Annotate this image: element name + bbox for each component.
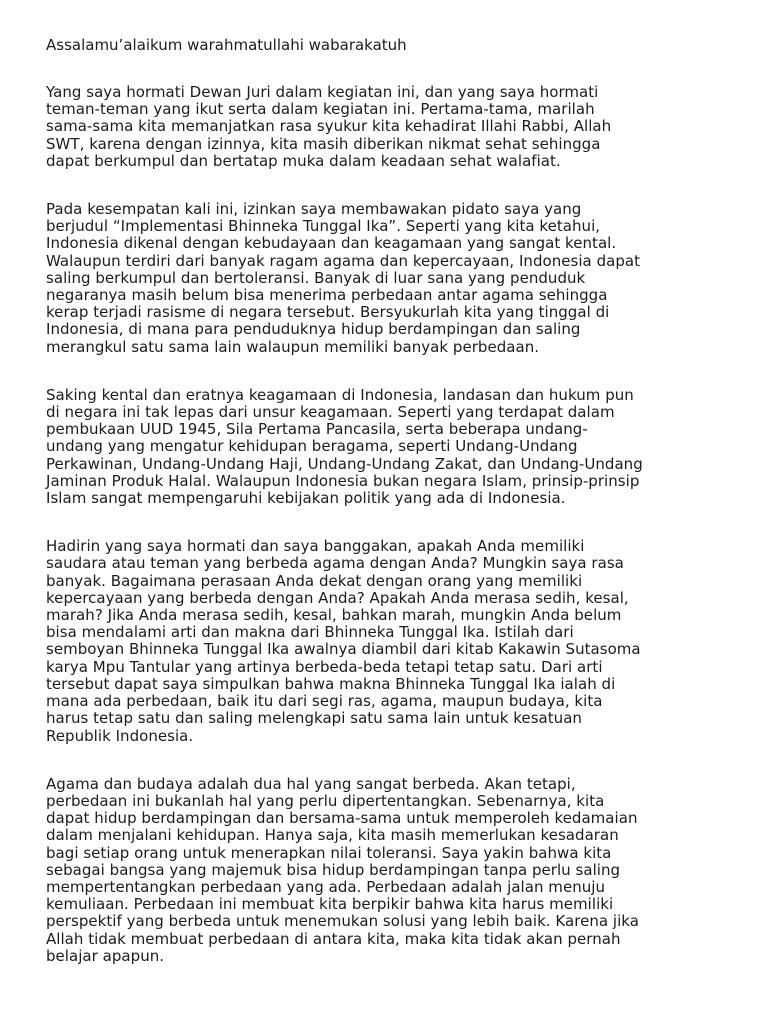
text-line: sama-sama kita memanjatkan rasa syukur kita kehadirat Illahi Rabbi, Allah bbox=[46, 117, 612, 136]
text-line: di negara ini tak lepas dari unsur keagamaan. Seperti yang terdapat dalam bbox=[46, 403, 615, 422]
text-line: belajar apapun. bbox=[46, 946, 165, 965]
text-line: Jaminan Produk Halal. Walaupun Indonesia bukan negara Islam, prinsip-prinsip bbox=[46, 471, 640, 490]
text-line: banyak. Bagaimana perasaan Anda dekat dengan orang yang memiliki bbox=[46, 571, 583, 590]
text-line: semboyan Bhinneka Tunggal Ika awalnya diambil dari kitab Kakawin Sutasoma bbox=[46, 640, 641, 659]
text-line: sebagai bangsa yang majemuk bisa hidup berdampingan tanpa perlu saling bbox=[46, 860, 621, 879]
text-line: Saking kental dan eratnya keagamaan di Indonesia, landasan dan hukum pun bbox=[46, 385, 634, 404]
text-line: karya Mpu Tantular yang artinya berbeda-beda tetapi tetap satu. Dari arti bbox=[46, 657, 603, 676]
text-line: negaranya masih belum bisa menerima perbedaan antar agama sehingga bbox=[46, 286, 608, 305]
text-line: mana ada perbedaan, baik itu dari segi ras, agama, maupun budaya, kita bbox=[46, 692, 603, 711]
text-line: Yang saya hormati Dewan Juri dalam kegiatan ini, dan yang saya hormati bbox=[46, 83, 599, 101]
text-line: Indonesia dikenal dengan kebudayaan dan keagamaan yang sangat kental. bbox=[46, 234, 617, 253]
text-line: dapat hidup berdampingan dan bersama-sama untuk memperoleh kedamaian bbox=[46, 809, 638, 828]
text-line: undang yang mengatur kehidupan beragama, seperti Undang-Undang bbox=[46, 437, 578, 456]
document-page bbox=[46, 36, 728, 996]
text-line: pembukaan UUD 1945, Sila Pertama Pancasila, serta beberapa undang- bbox=[46, 420, 588, 439]
text-line: Agama dan budaya adalah dua hal yang sangat berbeda. Akan tetapi, bbox=[46, 774, 576, 793]
text-line: marah? Jika Anda merasa sedih, kesal, bahkan marah, mungkin Anda belum bbox=[46, 606, 622, 625]
text-line: perspektif yang berbeda untuk menemukan solusi yang lebih baik. Karena jika bbox=[46, 912, 639, 931]
text-line: Walaupun terdiri dari banyak ragam agama dan kepercayaan, Indonesia dapat bbox=[46, 251, 641, 270]
text-line: tersebut dapat saya simpulkan bahwa makna Bhinneka Tunggal Ika ialah di bbox=[46, 674, 616, 693]
text-line: Hadirin yang saya hormati dan saya banggakan, apakah Anda memiliki bbox=[46, 537, 585, 556]
text-line: kepercayaan yang berbeda dengan Anda? Apakah Anda merasa sedih, kesal, bbox=[46, 588, 629, 607]
paragraph-religion-law bbox=[46, 387, 728, 507]
text-line: bisa mendalami arti dan makna dari Bhinneka Tunggal Ika. Istilah dari bbox=[46, 623, 574, 642]
text-line: kerap terjadi rasisme di negara tersebut. Bersyukurlah kita yang tinggal di bbox=[46, 303, 610, 322]
text-line: teman-teman yang ikut serta dalam kegiatan ini. Pertama-tama, marilah bbox=[46, 100, 595, 119]
text-line: Perkawinan, Undang-Undang Haji, Undang-Undang Zakat, dan Undang-Undang bbox=[46, 454, 643, 473]
paragraph-closing bbox=[46, 776, 728, 965]
text-line: saling berkumpul dan bertoleransi. Banyak di luar sana yang penduduk bbox=[46, 268, 586, 287]
text-line: merangkul satu sama lain walaupun memiliki banyak perbedaan. bbox=[46, 337, 540, 356]
paragraph-bhinneka-meaning bbox=[46, 538, 728, 744]
text-line: Islam sangat mempengaruhi kebijakan politik yang ada di Indonesia. bbox=[46, 489, 566, 508]
text-line: kemuliaan. Perbedaan ini membuat kita berpikir bahwa kita harus memiliki bbox=[46, 895, 614, 914]
text-line: berjudul “Implementasi Bhinneka Tunggal Ika”. Seperti yang kita ketahui, bbox=[46, 217, 601, 236]
greeting-line: Assalamu’alaikum warahmatullahi wabarakatuh bbox=[46, 36, 407, 54]
text-line: Allah tidak membuat perbedaan di antara kita, maka kita tidak akan pernah bbox=[46, 929, 621, 948]
paragraph-speech-title bbox=[46, 201, 728, 356]
text-line: mempertentangkan perbedaan yang ada. Perbedaan adalah jalan menuju bbox=[46, 877, 606, 896]
text-line: Indonesia, di mana para penduduknya hidup berdampingan dan saling bbox=[46, 320, 581, 339]
text-line: Republik Indonesia. bbox=[46, 726, 194, 745]
text-line: bagi setiap orang untuk menerapkan nilai toleransi. Saya yakin bahwa kita bbox=[46, 843, 612, 862]
text-line: SWT, karena dengan izinnya, kita masih diberikan nikmat sehat sehingga bbox=[46, 134, 601, 153]
text-line: harus tetap satu dan saling melengkapi satu sama lain untuk kesatuan bbox=[46, 709, 582, 728]
paragraph-opening bbox=[46, 84, 728, 170]
text-line: saudara atau teman yang berbeda agama dengan Anda? Mungkin saya rasa bbox=[46, 554, 624, 573]
text-line: Pada kesempatan kali ini, izinkan saya membawakan pidato saya yang bbox=[46, 200, 582, 219]
text-line: dapat berkumpul dan bertatap muka dalam keadaan sehat walafiat. bbox=[46, 151, 561, 170]
text-line: dalam menjalani kehidupan. Hanya saja, kita masih memerlukan kesadaran bbox=[46, 826, 619, 845]
text-line: perbedaan ini bukanlah hal yang perlu dipertentangkan. Sebenarnya, kita bbox=[46, 791, 605, 810]
